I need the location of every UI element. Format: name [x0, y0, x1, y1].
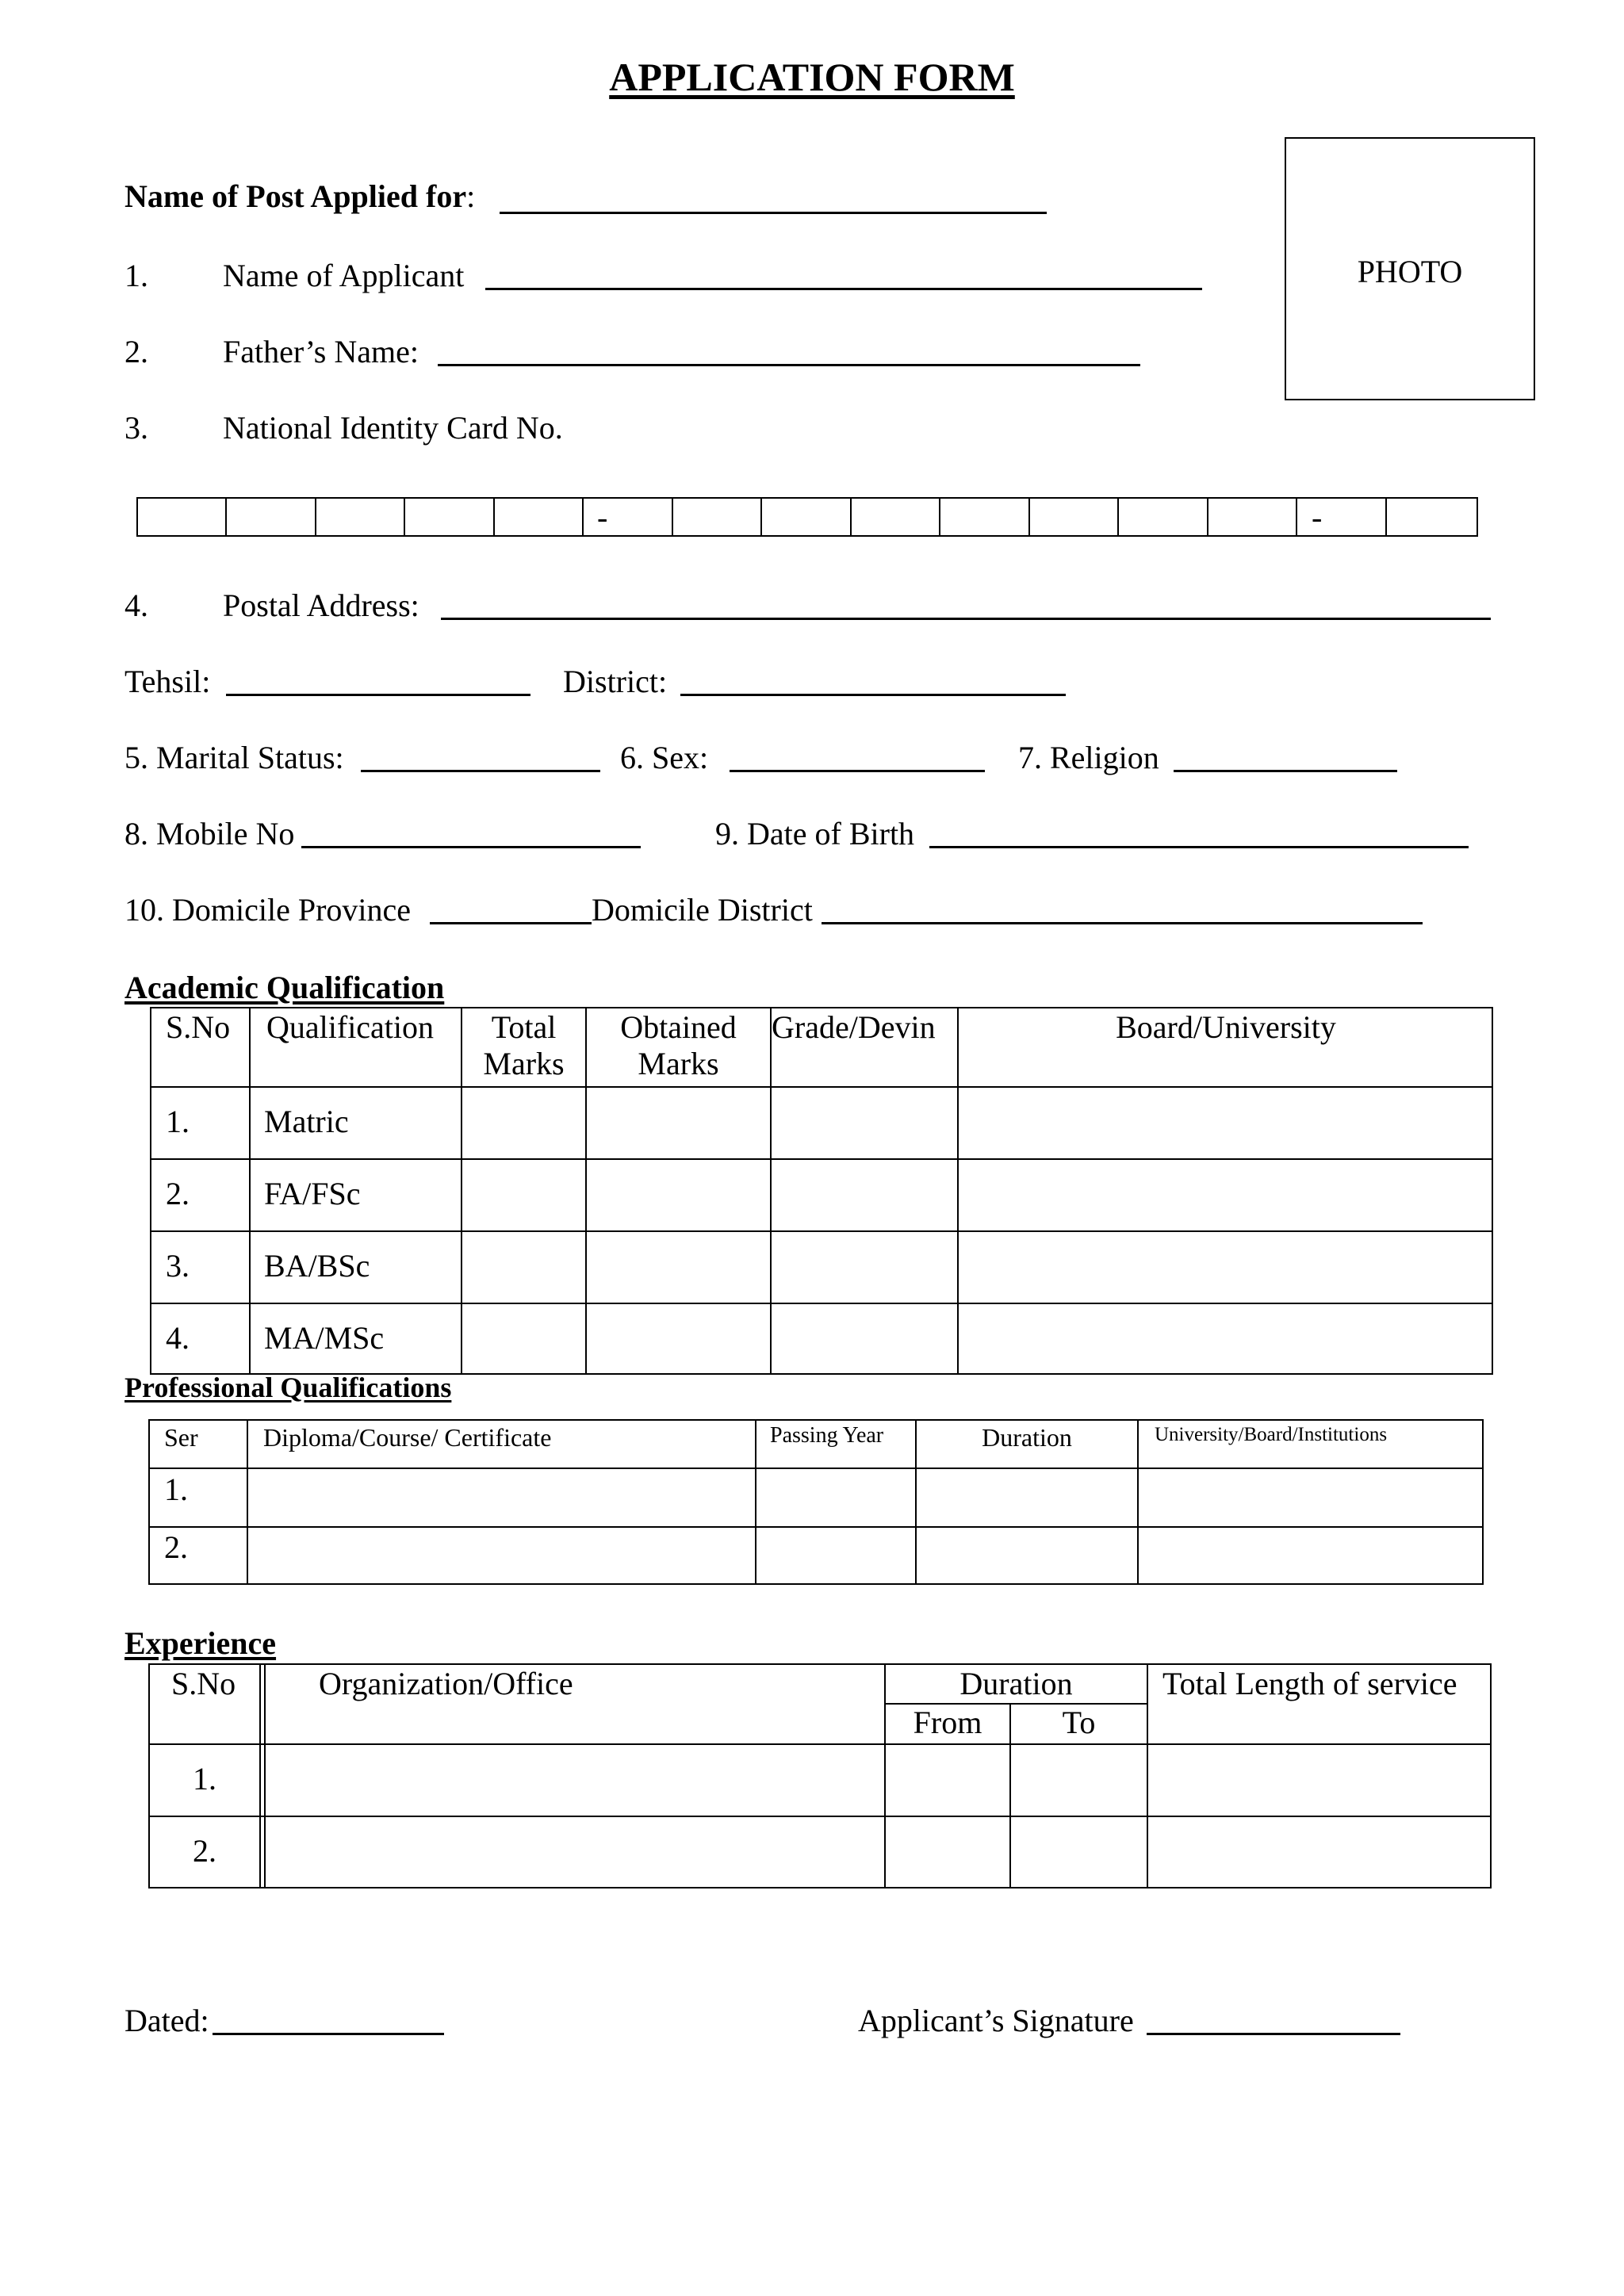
professional-rule: [148, 1526, 1484, 1528]
academic-header-sno: S.No: [166, 1009, 231, 1045]
academic-header-total: Total Marks: [483, 1009, 565, 1081]
dated-field[interactable]: [213, 2033, 444, 2035]
academic-rule: [150, 1230, 1493, 1232]
father-name-field[interactable]: [438, 364, 1140, 366]
cnic-divider: [939, 497, 940, 537]
domicile-district-label: Domicile District: [592, 892, 813, 928]
cnic-divider: [672, 497, 673, 537]
cnic-divider: [1117, 497, 1119, 537]
father-num: 2.: [124, 334, 148, 369]
professional-heading: Professional Qualifications: [124, 1372, 452, 1403]
cnic-divider: [1296, 497, 1297, 537]
professional-row-ser: 2.: [164, 1529, 188, 1565]
professional-rule: [247, 1419, 248, 1585]
experience-row-sno: 2.: [193, 1833, 216, 1869]
academic-row-qualification: MA/MSc: [264, 1320, 385, 1356]
applicant-num: 1.: [124, 258, 148, 293]
signature-field[interactable]: [1147, 2033, 1400, 2035]
religion-field[interactable]: [1174, 770, 1397, 772]
cnic-divider: [493, 497, 495, 537]
cnic-dash: -: [1312, 499, 1323, 535]
sex-label: 6. Sex:: [620, 740, 709, 775]
address-num: 4.: [124, 587, 148, 623]
academic-header-board: Board/University: [1116, 1009, 1336, 1045]
academic-rule: [770, 1007, 772, 1375]
district-field[interactable]: [680, 694, 1066, 696]
academic-row-qualification: Matric: [264, 1104, 349, 1139]
academic-rule: [150, 1303, 1493, 1304]
domicile-province-field[interactable]: [430, 922, 592, 924]
mobile-field[interactable]: [301, 846, 641, 848]
experience-header-duration: Duration: [959, 1666, 1073, 1701]
domicile-province-label: 10. Domicile Province: [124, 892, 412, 928]
experience-rule: [259, 1663, 261, 1888]
page-title: APPLICATION FORM: [609, 55, 1015, 99]
academic-rule: [249, 1007, 251, 1375]
dob-label: 9. Date of Birth: [715, 816, 915, 851]
academic-row-sno: 3.: [166, 1248, 190, 1284]
experience-heading: Experience: [124, 1625, 277, 1661]
professional-rule: [1137, 1419, 1139, 1585]
professional-header-university: University/Board/Institutions: [1155, 1424, 1388, 1445]
experience-row-sno: 1.: [193, 1761, 216, 1797]
cnic-divider: [225, 497, 227, 537]
dated-label: Dated:: [124, 2003, 209, 2038]
marital-label: 5. Marital Status:: [124, 740, 344, 775]
professional-rule: [755, 1419, 756, 1585]
academic-header-grade: Grade/Devin: [772, 1009, 936, 1045]
experience-header-from: From: [913, 1705, 982, 1740]
academic-header-obtained: Obtained Marks: [620, 1009, 737, 1081]
academic-row-sno: 4.: [166, 1320, 190, 1356]
experience-rule: [148, 1743, 1492, 1745]
professional-header-passing: Passing Year: [770, 1423, 884, 1448]
applicant-name-field[interactable]: [485, 288, 1202, 290]
experience-rule: [148, 1816, 1492, 1817]
photo-box[interactable]: [1285, 137, 1535, 400]
cnic-divider: [404, 497, 405, 537]
photo-label: PHOTO: [1357, 254, 1463, 289]
experience-header-total: Total Length of service: [1162, 1666, 1457, 1701]
tehsil-label: Tehsil:: [124, 664, 211, 699]
cnic-divider: [760, 497, 762, 537]
academic-row-sno: 2.: [166, 1176, 190, 1211]
experience-header-org: Organization/Office: [319, 1666, 573, 1701]
cnic-divider: [850, 497, 852, 537]
mobile-label: 8. Mobile No: [124, 816, 295, 851]
cnic-divider: [1385, 497, 1387, 537]
cnic-divider: [315, 497, 316, 537]
professional-header-diploma: Diploma/Course/ Certificate: [263, 1423, 552, 1452]
academic-rule: [150, 1158, 1493, 1160]
academic-heading: Academic Qualification: [124, 970, 445, 1005]
tehsil-field[interactable]: [226, 694, 530, 696]
experience-header-sno: S.No: [171, 1666, 236, 1701]
cnic-divider: [1028, 497, 1030, 537]
professional-header-duration: Duration: [982, 1423, 1072, 1452]
professional-header-ser: Ser: [164, 1423, 198, 1452]
academic-header-qualification: Qualification: [266, 1009, 435, 1045]
marital-status-field[interactable]: [361, 770, 600, 772]
academic-row-qualification: BA/BSc: [264, 1248, 370, 1284]
address-label: Postal Address:: [223, 587, 419, 623]
academic-rule: [150, 1086, 1493, 1088]
dob-field[interactable]: [929, 846, 1469, 848]
academic-row-sno: 1.: [166, 1104, 190, 1139]
religion-label: 7. Religion: [1018, 740, 1159, 775]
sex-field[interactable]: [730, 770, 985, 772]
academic-rule: [957, 1007, 959, 1375]
academic-row-qualification: FA/FSc: [264, 1176, 361, 1211]
district-label: District:: [563, 664, 668, 699]
experience-rule: [264, 1663, 266, 1888]
post-field[interactable]: [500, 212, 1047, 214]
professional-row-ser: 1.: [164, 1471, 188, 1507]
signature-label: Applicant’s Signature: [858, 2003, 1134, 2038]
professional-rule: [148, 1468, 1484, 1469]
postal-address-field[interactable]: [441, 618, 1491, 620]
cnic-divider: [1207, 497, 1208, 537]
cnic-label: National Identity Card No.: [223, 410, 563, 446]
experience-header-to: To: [1062, 1705, 1096, 1740]
applicant-label: Name of Applicant: [223, 258, 465, 293]
cnic-num: 3.: [124, 410, 148, 446]
post-label: Name of Post Applied for:: [124, 178, 476, 214]
domicile-district-field[interactable]: [822, 922, 1423, 924]
cnic-box-grid[interactable]: [136, 497, 1478, 537]
experience-rule: [1147, 1663, 1148, 1888]
cnic-dash: -: [597, 499, 608, 535]
cnic-divider: [582, 497, 584, 537]
father-label: Father’s Name:: [223, 334, 419, 369]
